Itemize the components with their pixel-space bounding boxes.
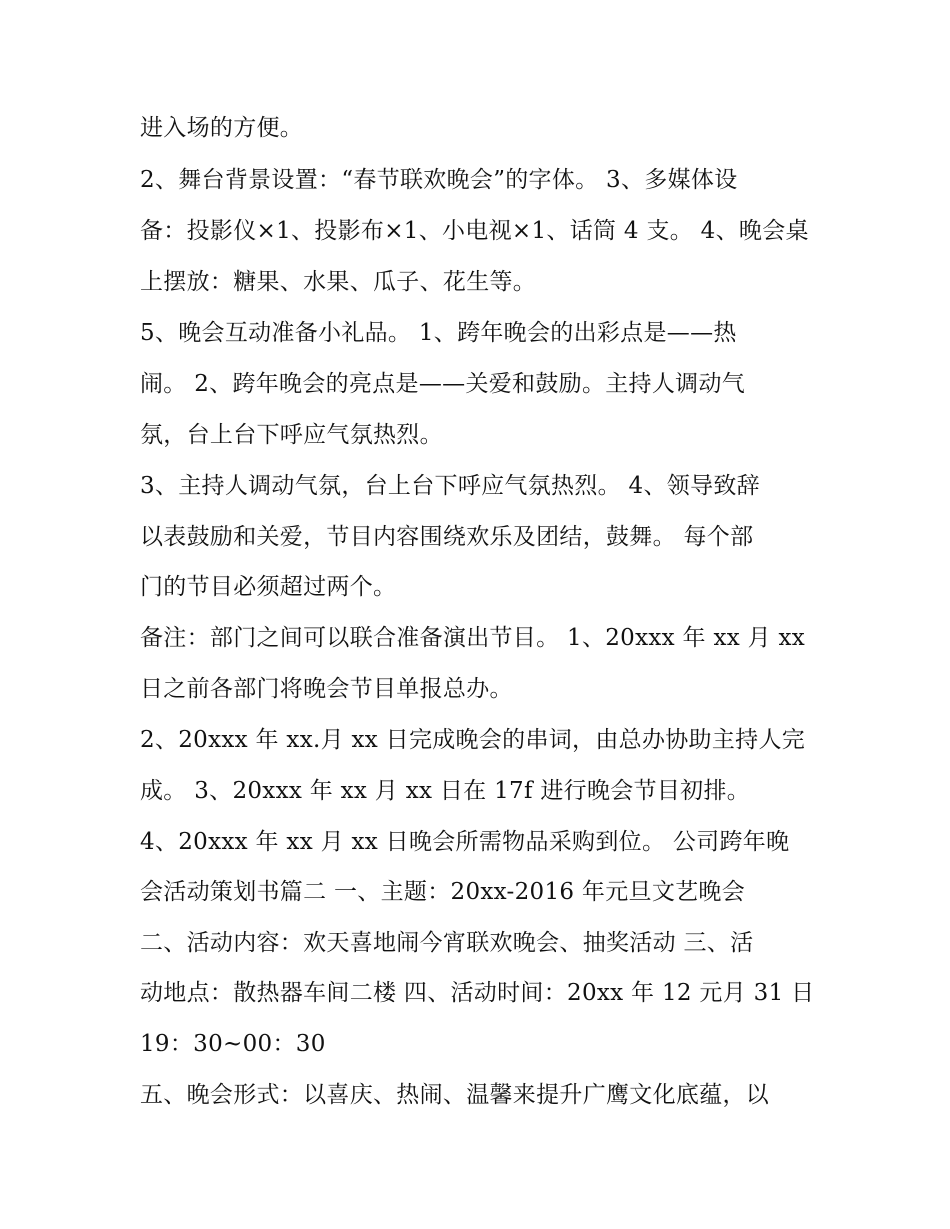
text-line: 以表鼓励和关爱，节目内容围绕欢乐及团结，鼓舞。 每个部 [140,524,754,550]
text-line: 备：投影仪×1、投影布×1、小电视×1、话筒 4 支。 4、晚会桌 [140,218,809,244]
text-line: 4、20xxx 年 xx 月 xx 日晚会所需物品采购到位。 公司跨年晚 [140,829,790,855]
text-line: 5、晚会互动准备小礼品。 1、跨年晚会的出彩点是——热 [140,320,737,346]
text-line: 进入场的方便。 [140,115,304,141]
text-line: 二、活动内容：欢天喜地闹今宵联欢晚会、抽奖活动 三、活 [140,930,754,956]
text-line: 五、晚会形式：以喜庆、热闹、温馨来提升广鹰文化底蕴，以 [140,1082,770,1108]
text-line: 19：30~00：30 [140,1031,326,1057]
text-line: 日之前各部门将晚会节目单报总办。 [140,676,513,702]
text-line: 成。 3、20xxx 年 xx 月 xx 日在 17f 进行晚会节目初排。 [140,778,751,804]
text-line: 会活动策划书篇二 一、主题：20xx-2016 年元旦文艺晚会 [140,879,746,905]
text-line: 3、主持人调动气氛，台上台下呼应气氛热烈。 4、领导致辞 [140,473,760,499]
text-line: 氛，台上台下呼应气氛热烈。 [140,422,443,448]
text-line: 2、舞台背景设置：“春节联欢晚会”的字体。 3、多媒体设 [140,167,738,193]
text-line: 闹。 2、跨年晚会的亮点是——关爱和鼓励。主持人调动气 [140,371,746,397]
text-line: 2、20xxx 年 xx.月 xx 日完成晚会的串词，由总办协助主持人完 [140,727,806,753]
text-line: 备注：部门之间可以联合准备演出节目。 1、20xxx 年 xx 月 xx [140,625,806,651]
text-line: 上摆放：糖果、水果、瓜子、花生等。 [140,269,537,295]
text-line: 动地点：散热器车间二楼 四、活动时间：20xx 年 12 元月 31 日 [140,980,815,1006]
text-line: 门的节目必须超过两个。 [140,574,397,600]
